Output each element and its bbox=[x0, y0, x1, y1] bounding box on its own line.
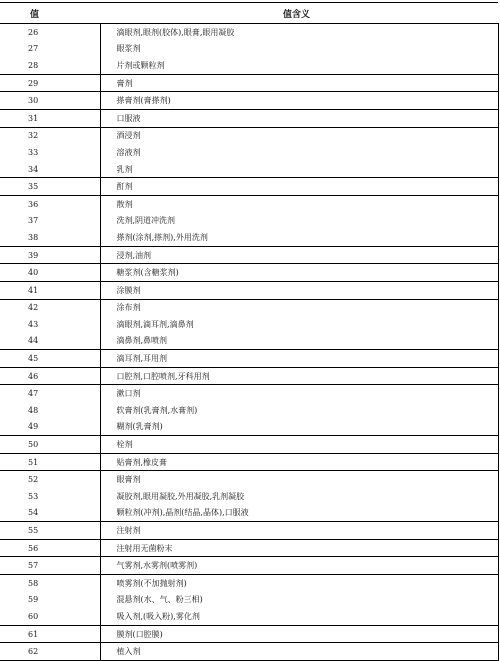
row-value: 38 bbox=[0, 229, 100, 246]
row-meaning: 片剂或颗粒剂 bbox=[100, 57, 498, 74]
table-row bbox=[0, 625, 498, 643]
table-row bbox=[0, 178, 498, 196]
row-meaning: 洗剂,阴道冲洗剂 bbox=[100, 213, 498, 230]
row-meaning: 眼浆剂 bbox=[100, 41, 498, 58]
row-value: 48 bbox=[28, 405, 39, 415]
table-header-row bbox=[0, 3, 498, 24]
table-row bbox=[0, 453, 498, 471]
row-value: 44 bbox=[0, 333, 100, 350]
row-value: 50 bbox=[0, 436, 100, 454]
row-meaning: 吸入剂,(吸入粉),雾化剂 bbox=[100, 608, 498, 625]
row-meaning: 涂膜剂 bbox=[100, 281, 498, 299]
table-row bbox=[0, 41, 498, 58]
table-row bbox=[0, 608, 498, 625]
row-value: 43 bbox=[28, 319, 39, 329]
table-row bbox=[0, 539, 498, 557]
row-meaning: 搽剂(涂剂,搽剂),外用洗剂 bbox=[100, 229, 498, 246]
table-row bbox=[0, 402, 498, 419]
row-value: 58 bbox=[0, 575, 100, 592]
row-value: 62 bbox=[0, 643, 100, 661]
row-meaning: 散剂 bbox=[100, 195, 498, 212]
table-row bbox=[0, 522, 498, 540]
row-value: 56 bbox=[0, 539, 100, 557]
table-row bbox=[0, 557, 498, 575]
row-meaning: 滴眼剂,眼剂(胶体),眼膏,眼用凝胶 bbox=[100, 24, 498, 41]
row-value: 28 bbox=[0, 57, 100, 74]
row-meaning: 注射用无菌粉末 bbox=[100, 539, 498, 557]
row-meaning: 植入剂 bbox=[100, 643, 498, 661]
header-meaning: 值含义 bbox=[100, 3, 498, 24]
table-row bbox=[0, 195, 498, 212]
row-meaning: 漱口剂 bbox=[100, 385, 498, 402]
row-value: 26 bbox=[0, 24, 100, 41]
table-row bbox=[0, 488, 498, 505]
code-value-table bbox=[0, 2, 499, 661]
row-value: 35 bbox=[0, 178, 100, 196]
table-row bbox=[0, 246, 498, 264]
table-row bbox=[0, 419, 498, 436]
table-row bbox=[0, 213, 498, 230]
table-row bbox=[0, 161, 498, 178]
table-row bbox=[0, 281, 498, 299]
row-meaning: 口服液 bbox=[100, 109, 498, 127]
row-value: 41 bbox=[0, 281, 100, 299]
row-value: 47 bbox=[0, 385, 100, 402]
table-row bbox=[0, 144, 498, 161]
row-meaning: 软膏剂(乳膏剂,水膏剂) bbox=[100, 402, 498, 419]
table-row bbox=[0, 109, 498, 127]
row-meaning: 眼膏剂 bbox=[100, 471, 498, 488]
row-value: 57 bbox=[0, 557, 100, 575]
row-meaning: 喷雾剂(不加抛射剂) bbox=[100, 575, 498, 592]
row-meaning: 气雾剂,水雾剂(喷雾剂) bbox=[100, 557, 498, 575]
header-value: 值 bbox=[0, 3, 100, 24]
row-meaning: 口腔剂,口腔喷剂,牙科用剂 bbox=[100, 367, 498, 385]
row-meaning: 贴膏剂,橡皮膏 bbox=[100, 453, 498, 471]
row-value: 33 bbox=[28, 147, 39, 157]
row-value: 37 bbox=[28, 216, 39, 226]
row-meaning: 凝胶剂,眼用凝胶,外用凝胶,乳剂凝胶 bbox=[100, 488, 498, 505]
row-value: 29 bbox=[0, 74, 100, 92]
row-value: 32 bbox=[0, 127, 100, 144]
table-row bbox=[0, 575, 498, 592]
table-row bbox=[0, 436, 498, 454]
row-value: 46 bbox=[0, 367, 100, 385]
row-value: 54 bbox=[0, 505, 100, 522]
row-value: 27 bbox=[28, 44, 39, 54]
table-row bbox=[0, 92, 498, 110]
row-value: 39 bbox=[0, 246, 100, 264]
row-meaning: 糖浆剂(含糖浆剂) bbox=[100, 264, 498, 282]
table-row bbox=[0, 74, 498, 92]
row-value: 30 bbox=[0, 92, 100, 110]
row-meaning: 搽膏剂(膏搽剂) bbox=[100, 92, 498, 110]
row-meaning: 注射剂 bbox=[100, 522, 498, 540]
row-value: 31 bbox=[0, 109, 100, 127]
row-meaning: 糊剂(乳膏剂) bbox=[100, 419, 498, 436]
row-value: 49 bbox=[0, 419, 100, 436]
table-row bbox=[0, 24, 498, 41]
table-row bbox=[0, 316, 498, 333]
row-meaning: 浸剂,油剂 bbox=[100, 246, 498, 264]
row-value: 36 bbox=[0, 195, 100, 212]
row-value: 42 bbox=[0, 299, 100, 316]
table-row bbox=[0, 367, 498, 385]
table-row bbox=[0, 385, 498, 402]
row-value: 59 bbox=[28, 595, 39, 605]
row-meaning: 滴耳剂,耳用剂 bbox=[100, 350, 498, 368]
row-value: 61 bbox=[0, 625, 100, 643]
table-row bbox=[0, 333, 498, 350]
row-meaning: 混悬剂(水、气、粉三相) bbox=[100, 592, 498, 609]
table-row bbox=[0, 592, 498, 609]
table-row bbox=[0, 229, 498, 246]
table-row bbox=[0, 299, 498, 316]
row-meaning: 溶液剂 bbox=[100, 144, 498, 161]
table-body bbox=[0, 24, 498, 661]
row-value: 53 bbox=[28, 491, 39, 501]
table-row bbox=[0, 471, 498, 488]
row-meaning: 膜剂(口腔膜) bbox=[100, 625, 498, 643]
row-meaning: 栓剂 bbox=[100, 436, 498, 454]
row-meaning: 滴鼻剂,鼻喷剂 bbox=[100, 333, 498, 350]
row-meaning: 滴眼剂,滴耳剂,滴鼻剂 bbox=[100, 316, 498, 333]
row-meaning: 膏剂 bbox=[100, 74, 498, 92]
row-value: 55 bbox=[0, 522, 100, 540]
table-row bbox=[0, 264, 498, 282]
row-value: 51 bbox=[0, 453, 100, 471]
table-row bbox=[0, 505, 498, 522]
row-meaning: 颗粒剂(冲剂),晶剂(结晶,晶体),口服液 bbox=[100, 505, 498, 522]
row-value: 52 bbox=[0, 471, 100, 488]
row-value: 45 bbox=[0, 350, 100, 368]
row-meaning: 酒浸剂 bbox=[100, 127, 498, 144]
row-value: 34 bbox=[0, 161, 100, 178]
table-row bbox=[0, 57, 498, 74]
table-row bbox=[0, 643, 498, 661]
row-meaning: 涂布剂 bbox=[100, 299, 498, 316]
table-row bbox=[0, 127, 498, 144]
row-value: 40 bbox=[0, 264, 100, 282]
row-meaning: 酊剂 bbox=[100, 178, 498, 196]
row-value: 60 bbox=[0, 608, 100, 625]
table-row bbox=[0, 350, 498, 368]
row-meaning: 乳剂 bbox=[100, 161, 498, 178]
